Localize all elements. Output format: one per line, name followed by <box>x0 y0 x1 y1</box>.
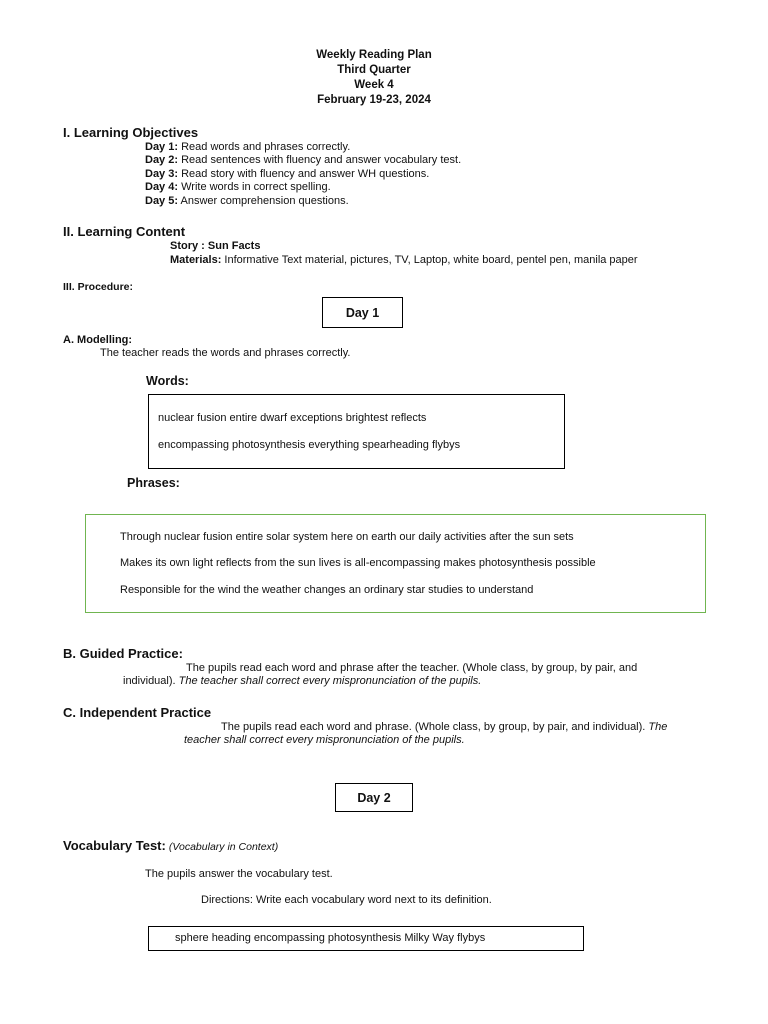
objective-item <box>145 181 461 194</box>
indep-heading: C. Independent Practice <box>63 705 212 720</box>
phrases-line-3: Responsible for the wind the weather changes an ordinary star studies to understand <box>120 584 534 596</box>
vocab-words-box <box>148 926 584 951</box>
date-range: February 19-23, 2024 <box>317 94 431 106</box>
materials-text: Informative Text material, pictures, TV, Laptop, white board, pentel pen, manila paper <box>224 254 638 266</box>
objective-day: Day 4: <box>145 181 179 194</box>
words-line-1: nuclear fusion entire dwarf exceptions brightest reflects <box>158 412 427 424</box>
guided-line-2 <box>123 675 481 688</box>
indep-line-1 <box>221 721 667 734</box>
phrases-box <box>85 514 706 613</box>
vocab-text: The pupils answer the vocabulary test. <box>145 868 333 880</box>
guided-line-2b: The teacher shall correct every mispronunciation of the pupils. <box>178 675 482 687</box>
story-label: Story : Sun Facts <box>170 240 261 252</box>
day1-box: Day 1 <box>322 297 403 328</box>
day2-box: Day 2 <box>335 783 413 812</box>
vocab-words: sphere heading encompassing photosynthesis Milky Way flybys <box>175 932 486 944</box>
vocab-heading: Vocabulary Test: <box>63 838 166 853</box>
objective-item <box>145 141 461 154</box>
objective-day: Day 5: <box>145 194 179 207</box>
words-line-2: encompassing photosynthesis everything spearheading flybys <box>158 439 461 451</box>
guided-line-2a: individual). <box>123 675 176 687</box>
words-label: Words: <box>146 374 189 388</box>
vocab-subheading: (Vocabulary in Context) <box>168 841 279 853</box>
plan-title: Weekly Reading Plan <box>316 49 432 61</box>
objective-text: Answer comprehension questions. <box>180 194 349 207</box>
vocab-directions: Directions: Write each vocabulary word next to its definition. <box>201 894 492 906</box>
objective-day: Day 2: <box>145 154 179 167</box>
phrases-line-2: Makes its own light reflects from the sun lives is all-encompassing makes photosynthesis possible <box>120 557 596 569</box>
materials-label: Materials: <box>170 254 222 266</box>
indep-line-1a: The pupils read each word and phrase. (Whole class, by group, by pair, and individual). <box>221 721 646 733</box>
phrases-label: Phrases: <box>127 476 180 490</box>
objective-text: Read sentences with fluency and answer vocabulary test. <box>181 154 462 167</box>
objectives-list <box>145 141 461 208</box>
week-label: Week 4 <box>354 79 394 91</box>
modelling-heading: A. Modelling: <box>63 334 133 346</box>
objective-text: Write words in correct spelling. <box>181 181 331 194</box>
document-header <box>0 48 748 108</box>
objective-day: Day 3: <box>145 167 179 180</box>
objective-text: Read story with fluency and answer WH questions. <box>181 167 430 180</box>
vocab-heading-line <box>63 838 278 853</box>
indep-line-1b: The <box>648 721 668 733</box>
guided-heading: B. Guided Practice: <box>63 646 183 661</box>
objective-item <box>145 154 461 167</box>
indep-line-2: teacher shall correct every mispronunciation of the pupils. <box>184 734 465 746</box>
objective-day: Day 1: <box>145 141 179 153</box>
objective-text: Read words and phrases correctly. <box>181 141 351 153</box>
words-box <box>148 394 565 469</box>
quarter-label: Third Quarter <box>337 64 411 76</box>
objective-item <box>145 195 461 208</box>
materials-line <box>170 254 638 266</box>
objective-item <box>145 168 461 181</box>
modelling-text: The teacher reads the words and phrases correctly. <box>100 347 351 359</box>
procedure-heading: III. Procedure: <box>63 281 134 293</box>
objectives-heading: I. Learning Objectives <box>63 125 199 140</box>
content-heading: II. Learning Content <box>63 224 186 239</box>
phrases-line-1: Through nuclear fusion entire solar system here on earth our daily activities after the sun sets <box>120 531 574 543</box>
guided-line-1: The pupils read each word and phrase after the teacher. (Whole class, by group, by pair, and <box>186 662 638 674</box>
